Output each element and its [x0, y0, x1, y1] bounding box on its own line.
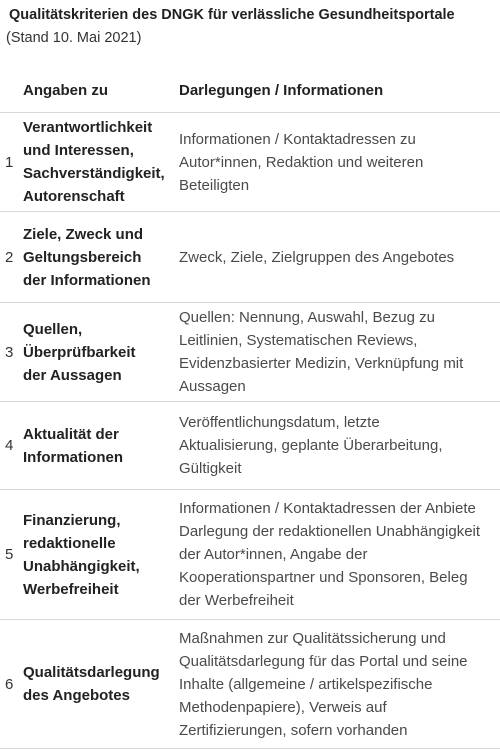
row-details-line: Darlegung der redaktionellen Unabhängigkeit: [179, 523, 481, 540]
row-details-line: Gültigkeit: [179, 460, 242, 477]
row-details-line: Qualitätsdarlegung für das Portal und seine: [179, 652, 468, 670]
row-subject: [22, 620, 178, 749]
row-number: 3: [0, 303, 22, 402]
row-details: [178, 402, 500, 490]
row-details-line: Informationen / Kontaktadressen der Anbiete: [179, 500, 476, 517]
row-subject-line: des Angebotes: [23, 687, 130, 704]
row-details-line: der Autor*innen, Angabe der: [179, 546, 368, 563]
table-row: [0, 303, 500, 402]
page-title: Qualitätskriterien des DNGK für verlässliche Gesundheitsportale: [9, 7, 455, 23]
row-subject-line: Qualitätsdarlegung: [23, 664, 160, 681]
row-subject-line: Verantwortlichkeit: [23, 119, 153, 136]
row-details: [178, 620, 500, 749]
table-row: [0, 113, 500, 212]
row-subject-line: Informationen: [23, 448, 123, 466]
row-details-line: Maßnahmen zur Qualitätssicherung und: [179, 629, 446, 647]
column-header-subject: Angaben zu: [22, 69, 178, 113]
row-subject: [22, 490, 178, 620]
row-subject-line: und Interessen,: [23, 142, 134, 159]
row-subject-line: Quellen,: [23, 320, 83, 338]
row-number: 5: [0, 490, 22, 620]
column-header-details: Darlegungen / Informationen: [178, 69, 500, 113]
row-subject-line: Werbefreiheit: [23, 580, 119, 598]
row-details-line: Beteiligten: [179, 176, 250, 194]
row-subject-line: Geltungsbereich: [23, 248, 142, 266]
table-row: [0, 620, 500, 749]
row-subject: [22, 113, 178, 212]
row-subject-line: Ziele, Zweck und: [23, 225, 144, 243]
row-details: [178, 113, 500, 212]
row-details-line: Zweck, Ziele, Zielgruppen des Angebotes: [179, 248, 455, 266]
row-number: 6: [0, 620, 22, 749]
row-number: 2: [0, 212, 22, 303]
row-details-line: Aussagen: [179, 378, 246, 395]
row-details-line: Evidenzbasierter Medizin, Verknüpfung mit: [179, 355, 464, 372]
row-details-line: Aktualisierung, geplante Überarbeitung,: [179, 437, 443, 454]
row-subject-line: der Informationen: [23, 271, 151, 289]
row-details-line: der Werbefreiheit: [179, 592, 294, 609]
row-details: [178, 490, 500, 620]
row-details-line: Methodenpapiere), Verweis auf: [179, 698, 387, 716]
row-subject-line: der Aussagen: [23, 366, 122, 384]
row-number: 4: [0, 402, 22, 490]
row-details-line: Informationen / Kontaktadressen zu: [179, 130, 416, 148]
column-header-number: [0, 69, 22, 113]
row-subject-line: Autorenschaft: [23, 188, 125, 205]
row-subject-line: Unabhängigkeit,: [23, 557, 140, 575]
row-details-line: Veröffentlichungsdatum, letzte: [179, 414, 380, 431]
table-row: [0, 402, 500, 490]
row-details-line: Leitlinien, Systematischen Reviews,: [179, 332, 418, 349]
table-row: [0, 212, 500, 303]
row-subject: [22, 212, 178, 303]
row-subject-line: redaktionelle: [23, 534, 116, 552]
table-header-row: [0, 69, 500, 113]
row-details-line: Autor*innen, Redaktion und weiteren: [179, 153, 424, 171]
row-subject-line: Aktualität der: [23, 425, 119, 443]
row-details-line: Quellen: Nennung, Auswahl, Bezug zu: [179, 309, 436, 326]
row-subject: [22, 303, 178, 402]
row-number: 1: [0, 113, 22, 212]
row-details-line: Inhalte (allgemeine / artikelspezifische: [179, 675, 433, 693]
row-subject-line: Sachverständigkeit,: [23, 165, 165, 182]
row-details-line: Kooperationspartner und Sponsoren, Beleg: [179, 569, 468, 586]
row-subject-line: Finanzierung,: [23, 511, 121, 529]
row-details-line: Zertifizierungen, sofern vorhanden: [179, 721, 408, 739]
row-details: [178, 212, 500, 303]
criteria-table: [0, 69, 500, 749]
page-subtitle: (Stand 10. Mai 2021): [6, 30, 142, 46]
table-row: [0, 490, 500, 620]
row-subject-line: Überprüfbarkeit: [23, 343, 136, 361]
row-subject: [22, 402, 178, 490]
row-details: [178, 303, 500, 402]
